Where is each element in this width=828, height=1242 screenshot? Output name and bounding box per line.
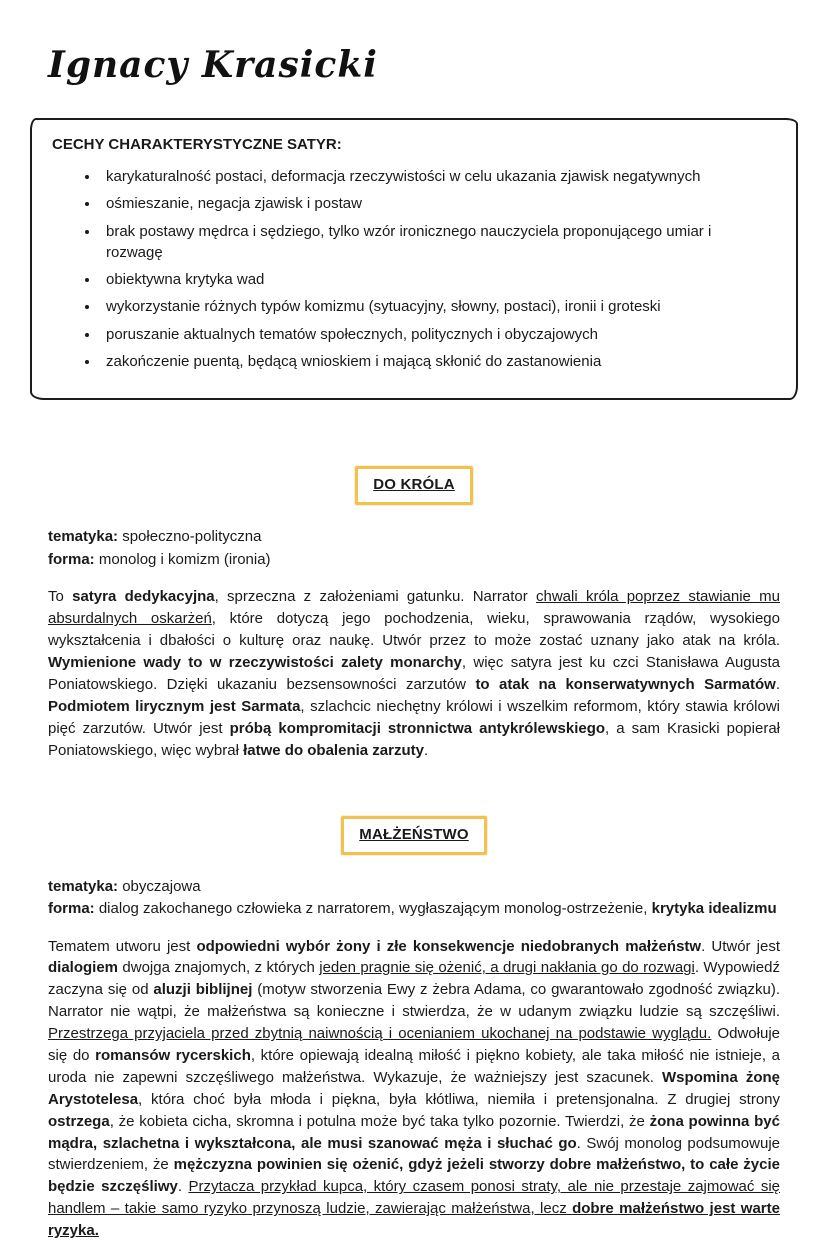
text-segment: . <box>177 1178 189 1196</box>
text-segment: (motyw stworzenia Ewy z żebra Adama, co gwarantowało zgodność związku). Narrator nie wątpi, że małżeństwa są konieczne i stwierdza, że w udanym związku ludzie są szczęśliwi. <box>48 981 781 1021</box>
text-segment: dobre małżeństwo jest warte ryzyka. <box>48 1200 780 1240</box>
section-title-box-malzenstwo <box>341 816 486 855</box>
meta-tematyka <box>48 876 780 899</box>
text-segment: aluzji biblijnej <box>153 981 253 999</box>
text-segment: łatwe do obalenia zarzuty <box>243 741 424 759</box>
text-segment: chwali króla poprzez stawianie mu absurdalnych oskarżeń <box>48 588 780 628</box>
text-segment: monolog i komizm (ironia) <box>94 550 271 568</box>
satire-feature-item: • poruszanie aktualnych tematów społecznych, politycznych i obyczajowych <box>100 324 772 345</box>
meta-tematyka <box>48 526 780 549</box>
text-segment: , która choć była młoda i piękna, była kłótliwa, niemiła i pretensjonalna. Z drugiej strony <box>138 1090 780 1108</box>
text-segment: , a sam Krasicki popierał Poniatowskiego, więc wybrał <box>48 719 780 759</box>
text-segment: żona powinna być mądra, szlachetna i wykształcona, ale musi szanować męża i słuchać go <box>48 1112 780 1152</box>
text-segment: , sprzeczna z założeniami gatunku. Narrator <box>214 588 536 606</box>
text-segment: ostrzega <box>48 1112 110 1130</box>
text-segment: dialog zakochanego człowieka z narratorem, wygłaszającym monolog-ostrzeżenie, <box>94 900 652 917</box>
text-segment: . Wypowiedź zaczyna się od <box>48 959 780 999</box>
section-body <box>48 586 780 761</box>
satire-features-heading: CECHY CHARAKTERYSTYCZNE SATYR: <box>52 136 342 153</box>
text-segment: tematyka: <box>48 877 119 895</box>
text-segment: Przestrzega przyjaciela przed zbytnią naiwnością i ocenianiem ukochanej na podstawie wyglądu. <box>48 1025 712 1043</box>
text-segment: próbą kompromitacji stronnictwa antykrólewskiego <box>229 719 606 737</box>
text-segment: , więc satyra jest ku czci Stanisława Augusta Poniatowskiego. Dzięki ukazaniu bezsensowności zarzutów <box>48 654 780 693</box>
text-segment: społeczno-polityczna <box>118 528 262 546</box>
text-segment: . <box>775 675 780 693</box>
text-segment: To <box>48 588 73 606</box>
meta-block <box>48 526 780 571</box>
text-segment: jeden pragnie się ożenić, a drugi nakłania go do rozwagi <box>319 959 695 977</box>
section-title: DO KRÓLA <box>373 476 455 494</box>
text-segment: mężczyzna powinien się ożenić, gdyż jeżeli stworzy dobre małżeństwo, to całe życie będzie szczęśliwy <box>48 1156 780 1196</box>
text-segment: dialogiem <box>48 959 119 977</box>
section-do-krola <box>0 466 828 761</box>
meta-forma <box>48 898 780 921</box>
satire-feature-item: • karykaturalność postaci, deformacja rzeczywistości w celu ukazania zjawisk negatywnych <box>100 166 772 187</box>
text-segment: forma: <box>48 900 95 917</box>
section-title-box-do-krola <box>355 466 473 505</box>
text-segment: dwojga znajomych, z których <box>118 959 320 977</box>
text-segment: obyczajowa <box>118 877 201 895</box>
meta-forma <box>48 549 780 572</box>
text-segment: , szlachcic niechętny królowi i wszelkim reformom, który stawia królowi pięć zarzutów. Utwór jest <box>48 697 780 737</box>
text-segment: satyra dedykacyjna <box>72 588 215 606</box>
text-segment: , które dotyczą jego pochodzenia, wieku, sprawowania rządów, wysokiego wykształcenia i dbałości o kulturę oraz naukę. Utwór przez to może zostać uznany jako atak na króla. <box>48 610 780 650</box>
text-segment: . Utwór jest <box>701 937 781 955</box>
text-segment: . Swój monolog podsumowuje stwierdzeniem, że <box>48 1134 780 1174</box>
text-segment: to atak na konserwatywnych Sarmatów <box>475 675 776 693</box>
text-segment: Tematem utworu jest <box>48 937 197 955</box>
meta-block <box>48 876 780 921</box>
text-segment: odpowiedni wybór żony i złe konsekwencje niedobranych małżeństw <box>196 937 702 955</box>
text-segment: tematyka: <box>48 528 119 546</box>
text-segment: Podmiotem lirycznym jest Sarmata <box>48 697 301 715</box>
satire-feature-item: • wykorzystanie różnych typów komizmu (sytuacyjny, słowny, postaci), ironii i groteski <box>100 296 772 317</box>
text-segment: Wspomina żonę Arystotelesa <box>48 1068 781 1108</box>
section-malzenstwo <box>0 816 828 1242</box>
satire-feature-item: • brak postawy mędrca i sędziego, tylko wzór ironicznego nauczyciela proponującego umiar i rozwagę <box>100 221 772 264</box>
text-segment: krytyka idealizmu <box>651 900 777 917</box>
satire-feature-item: • zakończenie puentą, będącą wnioskiem i mającą skłonić do zastanowienia <box>100 351 772 372</box>
text-segment: Odwołuje się do <box>48 1025 780 1064</box>
text-segment: romansów rycerskich <box>95 1046 251 1064</box>
handwritten-title: Ignacy Krasicki <box>48 44 378 86</box>
text-segment: . <box>423 741 429 759</box>
text-segment: , które opiewają idealną miłość i piękno kobiety, ale taka miłość nie istnieje, a uroda nie zapewni szczęśliwego małżeństwa. Wykazuje, że ważniejszy jest szacunek. <box>48 1046 780 1086</box>
section-title-wrap <box>0 816 828 855</box>
satire-feature-item: • obiektywna krytyka wad <box>100 269 772 290</box>
text-segment: Wymienione wady to w rzeczywistości zalety monarchy <box>48 654 462 672</box>
text-segment: Przytacza przykład kupca, który czasem ponosi straty, ale nie przestaje zajmować się handlem – takie samo ryzyko przynoszą ludzie, zawierając małżeństwa, lecz <box>48 1178 780 1218</box>
text-segment: forma: <box>48 550 95 568</box>
satire-feature-item: • ośmieszanie, negacja zjawisk i postaw <box>100 193 772 214</box>
satire-features-box <box>30 118 798 400</box>
section-title-wrap <box>0 466 828 505</box>
text-segment: , że kobieta cicha, skromna i potulna może być taka tylko pozornie. Twierdzi, że <box>109 1112 650 1130</box>
satire-features-list <box>52 166 772 372</box>
section-title: MAŁŻEŃSTWO <box>359 825 469 843</box>
section-body <box>48 936 780 1242</box>
